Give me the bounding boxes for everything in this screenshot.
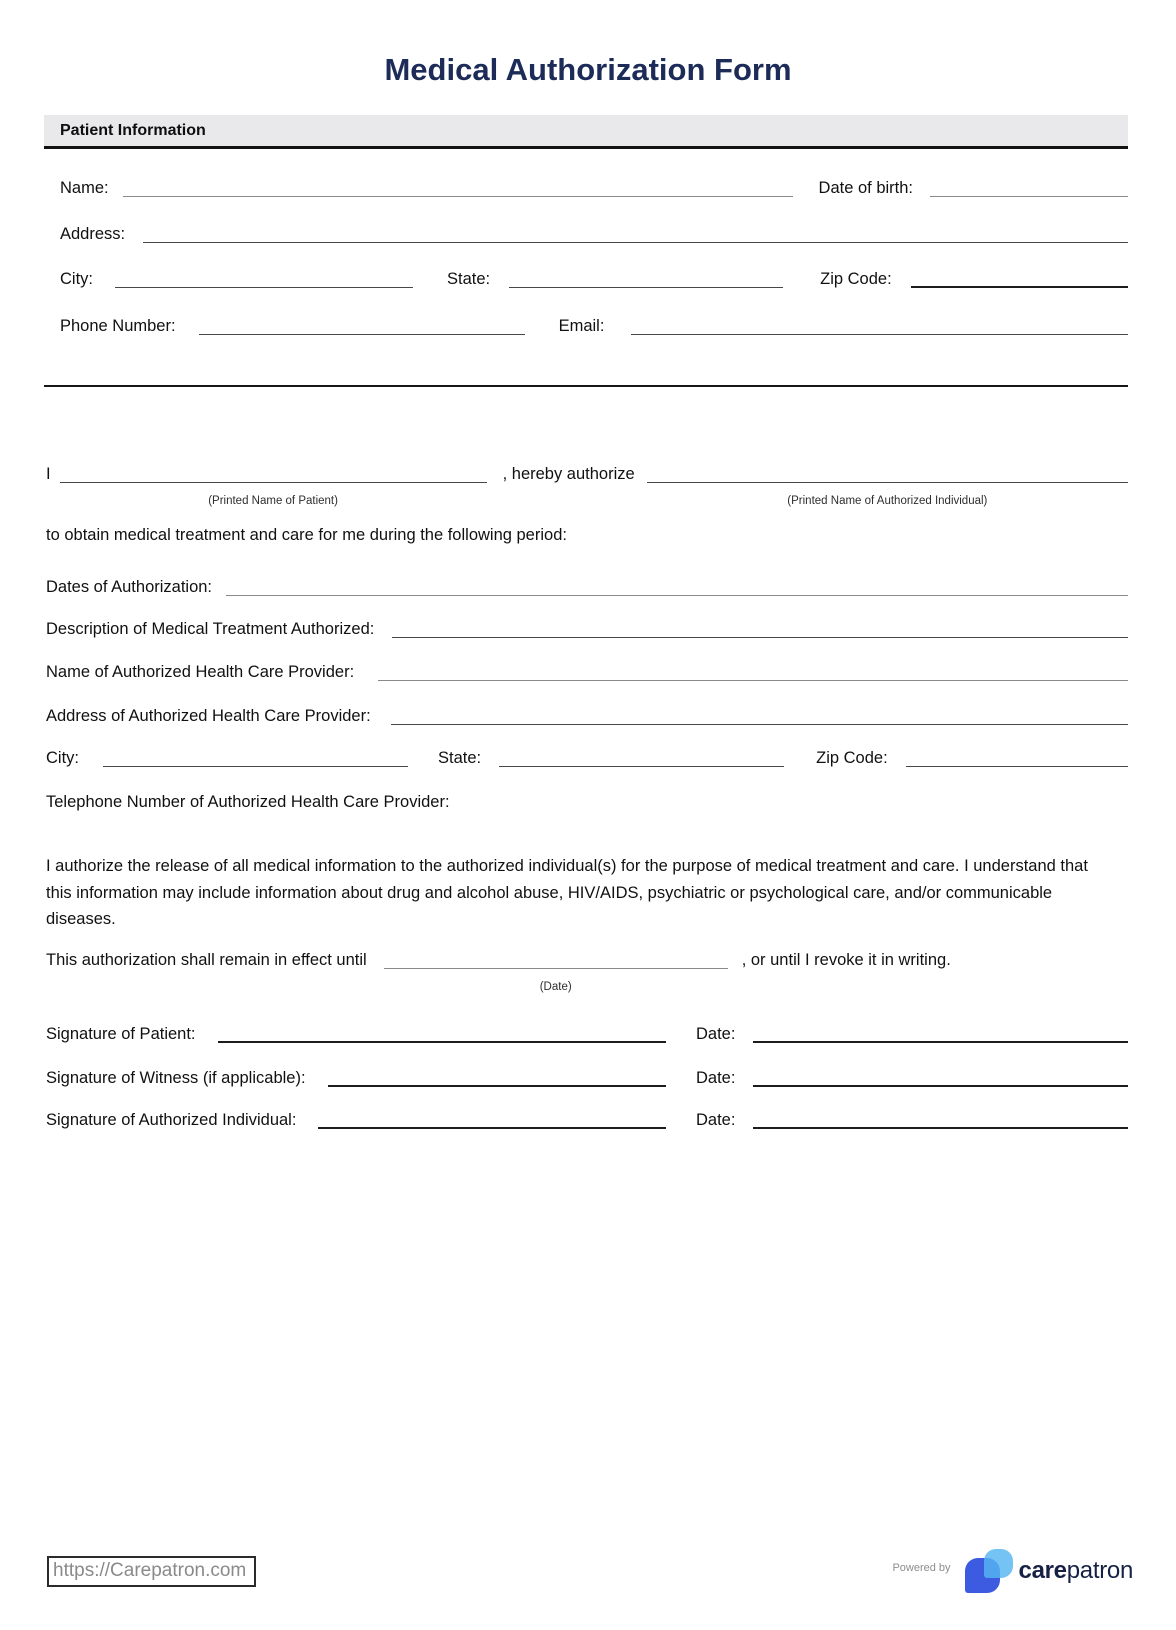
patient-information-section-header	[44, 115, 1128, 149]
hereby-authorize-label: , hereby authorize	[502, 465, 635, 483]
city-state-zip-row	[60, 270, 1128, 288]
provider-phone-row	[46, 793, 1128, 811]
provider-state-line[interactable]	[499, 750, 784, 768]
address-row	[60, 225, 1128, 243]
carepatron-link[interactable]: https://Carepatron.com	[47, 1556, 256, 1587]
provider-zip-label: Zip Code:	[816, 749, 888, 767]
patient-information-block	[60, 179, 1128, 335]
printed-patient-name-line[interactable]	[60, 466, 487, 484]
patient-signature-left	[46, 1024, 666, 1043]
witness-signature-label: Signature of Witness (if applicable):	[46, 1068, 306, 1087]
dates-of-authorization-row	[46, 578, 1128, 596]
patient-signature-label: Signature of Patient:	[46, 1024, 196, 1043]
effect-date-hint: (Date)	[539, 980, 572, 993]
dates-of-authorization-label: Dates of Authorization:	[46, 578, 213, 596]
patient-date-label: Date:	[696, 1024, 736, 1043]
provider-city-line[interactable]	[103, 750, 408, 768]
state-label: State:	[447, 270, 491, 288]
dates-of-authorization-line[interactable]	[226, 579, 1128, 597]
provider-name-row	[46, 663, 1128, 681]
printed-authorized-name-hint: (Printed Name of Authorized Individual)	[787, 495, 988, 507]
powered-by-label: Powered by	[892, 1562, 951, 1574]
authorization-block	[46, 465, 1128, 993]
i-prefix-label: I	[46, 465, 51, 483]
provider-phone-label: Telephone Number of Authorized Health Care Provider:	[46, 793, 450, 811]
provider-address-line[interactable]	[391, 708, 1128, 726]
zip-label: Zip Code:	[820, 270, 892, 288]
name-label: Name:	[60, 179, 109, 197]
effect-until-row	[46, 950, 1128, 993]
treatment-description-line[interactable]	[392, 621, 1128, 639]
provider-city-label: City:	[46, 749, 79, 767]
signatures-block	[46, 1025, 1128, 1129]
authorize-statement-row	[46, 465, 1128, 507]
city-label: City:	[60, 270, 93, 288]
provider-name-line[interactable]	[378, 664, 1128, 682]
brand-care-text: care	[1018, 1557, 1067, 1584]
brand-patron-text: patron	[1066, 1557, 1133, 1584]
witness-signature-left	[46, 1068, 666, 1087]
provider-state-label: State:	[438, 749, 482, 767]
treatment-description-row	[46, 620, 1128, 638]
email-label: Email:	[558, 317, 605, 335]
phone-email-row	[60, 317, 1128, 335]
phone-input-line[interactable]	[199, 318, 525, 336]
dob-label: Date of birth:	[818, 179, 913, 197]
printed-patient-name-hint: (Printed Name of Patient)	[208, 495, 338, 507]
carepatron-logo-icon	[965, 1549, 1013, 1593]
authorized-date-label: Date:	[696, 1110, 736, 1129]
printed-patient-name-wrap	[60, 466, 487, 507]
effect-prefix-label: This authorization shall remain in effect until	[46, 950, 367, 969]
dob-input-line[interactable]	[930, 180, 1128, 198]
page-title: Medical Authorization Form	[384, 52, 792, 87]
treatment-description-label: Description of Medical Treatment Authorized:	[46, 620, 375, 638]
powered-by-footer	[892, 1545, 1133, 1597]
address-label: Address:	[60, 225, 126, 243]
carepatron-wordmark	[1019, 1557, 1133, 1585]
phone-label: Phone Number:	[60, 317, 176, 335]
authorized-signature-label: Signature of Authorized Individual:	[46, 1110, 297, 1129]
logo-light-bubble-shape	[984, 1549, 1013, 1578]
effect-suffix-label: , or until I revoke it in writing.	[741, 950, 951, 969]
patient-signature-line[interactable]	[218, 1024, 666, 1043]
patient-signature-row	[46, 1025, 1128, 1043]
authorized-signature-line[interactable]	[318, 1110, 666, 1129]
provider-city-state-zip-row	[46, 749, 1128, 767]
authorized-signature-left	[46, 1110, 666, 1129]
provider-address-label: Address of Authorized Health Care Provider:	[46, 707, 371, 725]
effect-date-line[interactable]	[384, 951, 728, 969]
provider-name-label: Name of Authorized Health Care Provider:	[46, 663, 355, 681]
witness-signature-row	[46, 1069, 1128, 1087]
name-dob-row	[60, 179, 1128, 197]
patient-date-line[interactable]	[753, 1024, 1128, 1043]
release-paragraph: I authorize the release of all medical information to the authorized individual(s) for the purpose of medical treatment and care. I understand that this information may include information about drug and alcohol abuse, HIV/AIDS, psychiatric or psychological care, and/or communicable diseases.	[46, 857, 1088, 928]
address-input-line[interactable]	[143, 226, 1128, 244]
authorized-date-line[interactable]	[753, 1110, 1128, 1129]
authorized-signature-row	[46, 1111, 1128, 1129]
state-input-line[interactable]	[509, 271, 783, 289]
provider-address-row	[46, 707, 1128, 725]
name-input-line[interactable]	[123, 180, 793, 198]
witness-date-label: Date:	[696, 1068, 736, 1087]
city-input-line[interactable]	[115, 271, 413, 289]
provider-zip-line[interactable]	[906, 750, 1128, 768]
email-input-line[interactable]	[631, 318, 1128, 336]
patient-information-header-label: Patient Information	[60, 122, 206, 139]
printed-authorized-name-line[interactable]	[647, 466, 1128, 484]
section-divider-line	[44, 385, 1128, 387]
zip-input-line[interactable]	[911, 270, 1128, 289]
printed-authorized-name-wrap	[647, 466, 1128, 507]
effect-date-wrap	[384, 951, 728, 993]
witness-date-line[interactable]	[753, 1068, 1128, 1087]
witness-signature-line[interactable]	[328, 1068, 666, 1087]
period-statement: to obtain medical treatment and care for me during the following period:	[46, 526, 567, 544]
